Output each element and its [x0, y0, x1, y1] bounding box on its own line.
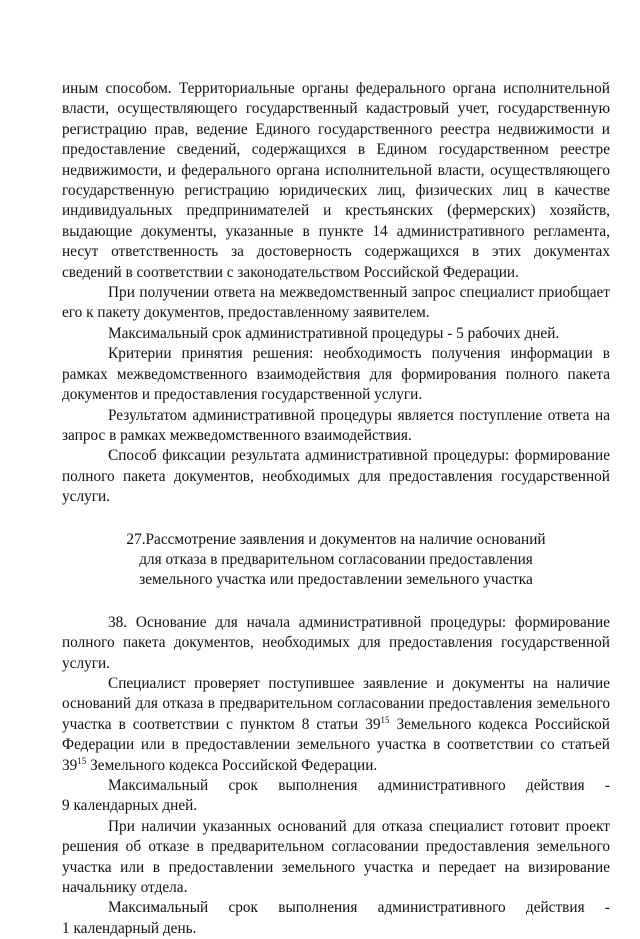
word: административного	[377, 777, 506, 794]
word: -	[604, 899, 610, 917]
heading-line-1: 27.Рассмотрение заявления и документов на наличие оснований	[126, 530, 546, 548]
word: действия	[525, 899, 585, 917]
word: административного	[377, 899, 506, 917]
superscript: 15	[380, 714, 390, 725]
heading-line-2: для отказа в предварительном согласовании предоставления	[139, 550, 533, 568]
paragraph-procedure-result: Результатом административной процедуры является поступление ответа на запрос в рамках межведомственного взаимодействия.	[62, 406, 610, 444]
spread-line	[62, 776, 610, 796]
word: -	[604, 777, 610, 794]
word: действия	[525, 777, 585, 794]
superscript: 15	[77, 755, 87, 766]
paragraph-specialist-checks	[62, 674, 610, 776]
line-tail: 9 календарных дней.	[62, 797, 198, 815]
paragraph-response-received: При получении ответа на межведомственный запрос специалист приобщает его к пакету документов, предоставленному заявителем.	[62, 284, 610, 322]
word: Максимальный	[108, 777, 209, 794]
paragraph-max-action-term-9	[62, 776, 610, 817]
paragraph-territorial-bodies: иным способом. Территориальные органы федерального органа исполнительной власти, осуществляющего государственный кадастровый учет, государственную регистрацию прав, ведение Единого государственного реестра недвижимости и предоставление сведений, содержащихся в Едином государственном реестре недвижимости, и федерального органа исполнительной власти, осуществляющего государственную регистрацию юридических лиц, физических лиц в качестве индивидуальных предпринимателей и крестьянских (фермерских) хозяйств, выдающие документы, указанные в пункте 14 административного регламента, несут ответственность за достоверность содержащихся в этих документах сведений в соответствии с законодательством Российской Федерации.	[62, 80, 610, 281]
line-tail: 1 календарный день.	[62, 919, 197, 937]
word: выполнения	[278, 899, 358, 917]
paragraph-38-basis: 38. Основание для начала административной процедуры: формирование полного пакета документов, необходимых для предоставления государственной услуги.	[62, 613, 610, 672]
spread-line	[62, 898, 610, 918]
heading-line-3: земельного участка или предоставлении земельного участка	[139, 571, 533, 589]
text-segment: Специалист проверяет поступившее заявление и документы на наличие оснований для отказа в предварительном согласовании предоставления земельного участка в соответствии с пунктом 8 статьи 39	[62, 674, 610, 733]
word: срок	[228, 777, 258, 794]
paragraph-fixation-method: Способ фиксации результата административной процедуры: формирование полного пакета документов, необходимых для предоставления государственной услуги.	[62, 447, 610, 506]
word: срок	[228, 899, 258, 917]
paragraph-refusal-draft: При наличии указанных оснований для отказа специалист готовит проект решения об отказе в предварительном согласовании предоставления земельного участка или в предоставлении земельного участка и передает на визирование начальнику отдела.	[62, 817, 610, 897]
word: выполнения	[278, 777, 358, 794]
section-heading	[62, 530, 610, 591]
paragraph-decision-criteria: Критерии принятия решения: необходимость получения информации в рамках межведомственного взаимодействия для формирования полного пакета документов и предоставления государственной услуги.	[62, 345, 610, 404]
document-body	[62, 79, 610, 939]
text-segment: Земельного кодекса Российской Федерации или в предоставлении земельного участка в соответствии со статьей 39	[62, 715, 610, 774]
word: Максимальный	[108, 899, 209, 917]
paragraph-max-term: Максимальный срок административной процедуры - 5 рабочих дней.	[108, 324, 560, 342]
text-segment: Земельного кодекса Российской Федерации.	[86, 756, 378, 774]
